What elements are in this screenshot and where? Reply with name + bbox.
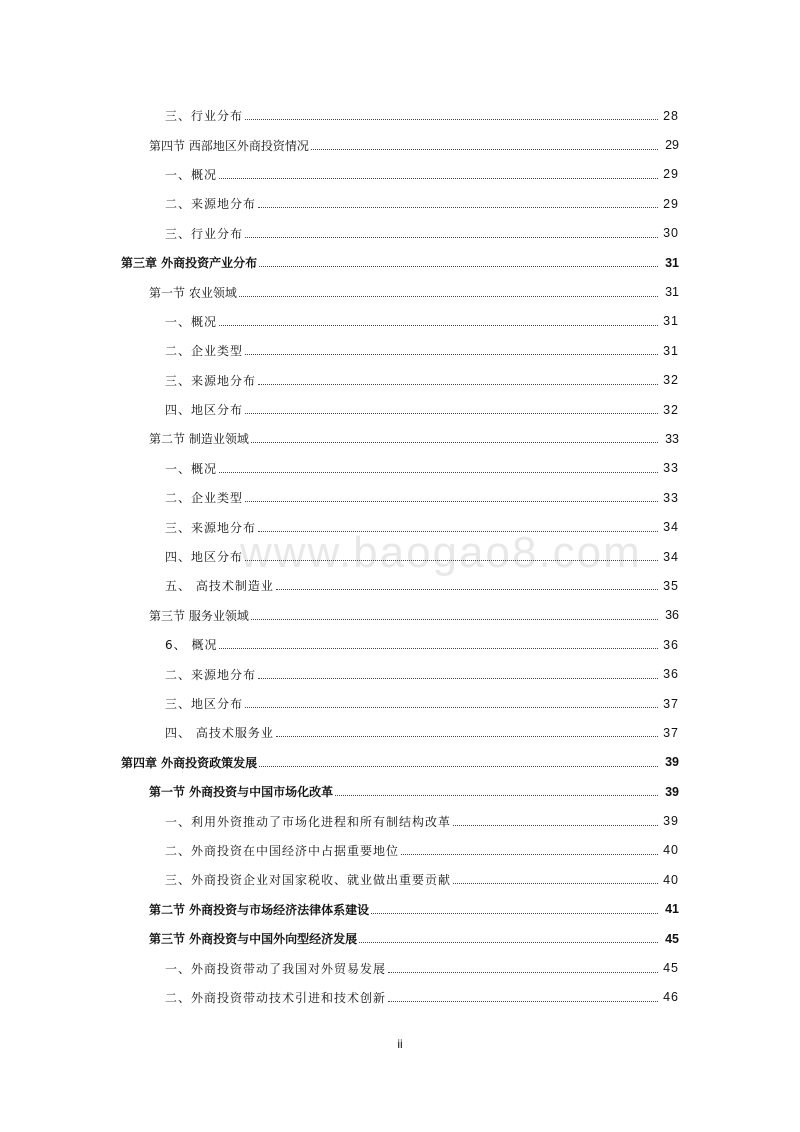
dot-leader (258, 678, 658, 679)
dot-leader (251, 619, 658, 620)
dot-leader (311, 149, 658, 150)
toc-entry[interactable] (0, 277, 800, 306)
toc-entry-title: 第二节 制造业领域 (149, 432, 249, 447)
dot-leader (453, 883, 658, 884)
dot-leader (388, 1001, 658, 1002)
toc-entry[interactable] (0, 542, 800, 571)
toc-entry-page: 29 (665, 138, 679, 153)
dot-leader (219, 325, 658, 326)
toc-entry-title: 一、概况 (165, 461, 218, 476)
toc-entry-page: 33 (663, 490, 679, 505)
toc-entry-title: 五、 高技术制造业 (165, 579, 274, 594)
dot-leader (239, 296, 658, 297)
dot-leader (219, 648, 658, 649)
dot-leader (371, 913, 658, 914)
toc-entry-page: 29 (663, 196, 679, 211)
toc-entry-title: 第四章 外商投资政策发展 (121, 755, 258, 770)
toc-entry[interactable] (0, 307, 800, 336)
toc-entry-title: 6、 概况 (165, 638, 218, 653)
watermark: www.baogao8.com (240, 528, 642, 577)
toc-entry[interactable] (0, 571, 800, 600)
toc-entry-page: 40 (663, 872, 679, 887)
toc-entry[interactable] (0, 160, 800, 189)
toc-entry-page: 37 (663, 725, 679, 740)
dot-leader (245, 354, 658, 355)
toc-entry-title: 二、来源地分布 (165, 197, 257, 212)
toc-entry-title: 二、企业类型 (165, 344, 244, 359)
toc-entry[interactable] (0, 483, 800, 512)
toc-entry-page: 34 (663, 520, 679, 535)
toc-entry-title: 一、概况 (165, 167, 218, 182)
toc-entry-page: 34 (663, 549, 679, 564)
toc-entry[interactable] (0, 836, 800, 865)
toc-entry-page: 35 (663, 578, 679, 593)
toc-entry-page: 32 (663, 402, 679, 417)
toc-entry-page: 39 (665, 755, 679, 770)
toc-entry[interactable] (0, 748, 800, 777)
toc-entry-page: 45 (663, 961, 679, 976)
toc-entry-title: 三、行业分布 (165, 226, 244, 241)
toc-entry[interactable] (0, 777, 800, 806)
toc-entry-title: 三、外商投资企业对国家税收、就业做出重要贡献 (165, 873, 452, 888)
toc-entry-title: 第一节 农业领域 (149, 285, 237, 300)
dot-leader (259, 266, 658, 267)
toc-entry[interactable] (0, 248, 800, 277)
toc-entry-page: 31 (663, 343, 679, 358)
dot-leader (245, 707, 658, 708)
table-of-contents (0, 101, 800, 1012)
dot-leader (245, 119, 658, 120)
dot-leader (359, 942, 658, 943)
toc-entry[interactable] (0, 953, 800, 982)
dot-leader (245, 237, 658, 238)
toc-entry[interactable] (0, 336, 800, 365)
toc-entry[interactable] (0, 366, 800, 395)
toc-entry[interactable] (0, 895, 800, 924)
dot-leader (251, 442, 658, 443)
toc-entry-title: 第三节 服务业领域 (149, 608, 249, 623)
toc-entry-title: 第三章 外商投资产业分布 (121, 256, 258, 271)
toc-entry-title: 三、来源地分布 (165, 520, 257, 535)
toc-entry-page: 45 (665, 931, 679, 946)
toc-entry-title: 一、概况 (165, 314, 218, 329)
toc-entry[interactable] (0, 130, 800, 159)
dot-leader (276, 736, 658, 737)
toc-entry[interactable] (0, 689, 800, 718)
dot-leader (453, 825, 658, 826)
toc-entry-page: 41 (665, 902, 679, 917)
dot-leader (219, 178, 658, 179)
toc-entry[interactable] (0, 865, 800, 894)
dot-leader (245, 501, 658, 502)
dot-leader (219, 472, 658, 473)
dot-leader (258, 531, 658, 532)
toc-entry[interactable] (0, 424, 800, 453)
toc-entry[interactable] (0, 924, 800, 953)
toc-entry-page: 32 (663, 373, 679, 388)
toc-entry-page: 40 (663, 843, 679, 858)
toc-entry-page: 31 (665, 255, 679, 270)
toc-entry-title: 二、外商投资在中国经济中占据重要地位 (165, 843, 400, 858)
toc-entry-page: 31 (665, 285, 679, 300)
toc-entry-page: 28 (663, 108, 679, 123)
toc-entry[interactable] (0, 983, 800, 1012)
dot-leader (388, 972, 658, 973)
toc-entry-title: 第一节 外商投资与中国市场化改革 (149, 785, 334, 800)
toc-entry-page: 46 (663, 990, 679, 1005)
dot-leader (259, 766, 658, 767)
toc-entry[interactable] (0, 659, 800, 688)
toc-entry[interactable] (0, 454, 800, 483)
toc-entry-page: 39 (665, 784, 679, 799)
toc-entry-title: 三、地区分布 (165, 697, 244, 711)
toc-entry-page: 36 (665, 608, 679, 623)
toc-entry[interactable] (0, 395, 800, 424)
toc-entry-title: 第三节 外商投资与中国外向型经济发展 (149, 932, 358, 947)
toc-entry-page: 36 (663, 667, 679, 682)
toc-entry[interactable] (0, 601, 800, 630)
toc-entry-title: 三、行业分布 (165, 109, 244, 124)
toc-entry-page: 36 (663, 637, 679, 652)
toc-entry-title: 四、地区分布 (165, 403, 244, 418)
toc-entry[interactable] (0, 806, 800, 835)
toc-entry-page: 29 (663, 167, 679, 182)
toc-entry-page: 33 (665, 431, 679, 446)
toc-entry-page: 31 (663, 314, 679, 329)
toc-entry-title: 一、外商投资带动了我国对外贸易发展 (165, 961, 387, 976)
toc-entry[interactable] (0, 512, 800, 541)
toc-entry-title: 二、外商投资带动技术引进和技术创新 (165, 990, 387, 1005)
toc-entry-title: 第四节 西部地区外商投资情况 (149, 138, 309, 153)
toc-entry-page: 37 (663, 696, 679, 711)
toc-entry-title: 第二节 外商投资与市场经济法律体系建设 (149, 902, 370, 917)
dot-leader (245, 560, 658, 561)
dot-leader (258, 207, 658, 208)
dot-leader (258, 384, 658, 385)
dot-leader (401, 854, 658, 855)
toc-entry-page: 39 (663, 814, 679, 829)
dot-leader (245, 413, 658, 414)
toc-entry-page: 30 (663, 226, 679, 241)
dot-leader (276, 589, 658, 590)
toc-entry[interactable] (0, 630, 800, 659)
toc-entry-title: 四、地区分布 (165, 550, 244, 565)
page-number: ii (397, 1037, 403, 1051)
toc-entry-page: 33 (663, 461, 679, 476)
toc-entry-title: 二、来源地分布 (165, 667, 257, 682)
toc-entry[interactable] (0, 189, 800, 218)
dot-leader (335, 795, 658, 796)
toc-entry[interactable] (0, 718, 800, 747)
toc-entry-title: 二、企业类型 (165, 491, 244, 506)
toc-entry-title: 一、利用外资推动了市场化进程和所有制结构改革 (165, 814, 452, 829)
toc-entry-title: 四、 高技术服务业 (165, 726, 274, 741)
toc-entry[interactable] (0, 101, 800, 130)
toc-entry-title: 三、来源地分布 (165, 373, 257, 388)
toc-entry[interactable] (0, 219, 800, 248)
